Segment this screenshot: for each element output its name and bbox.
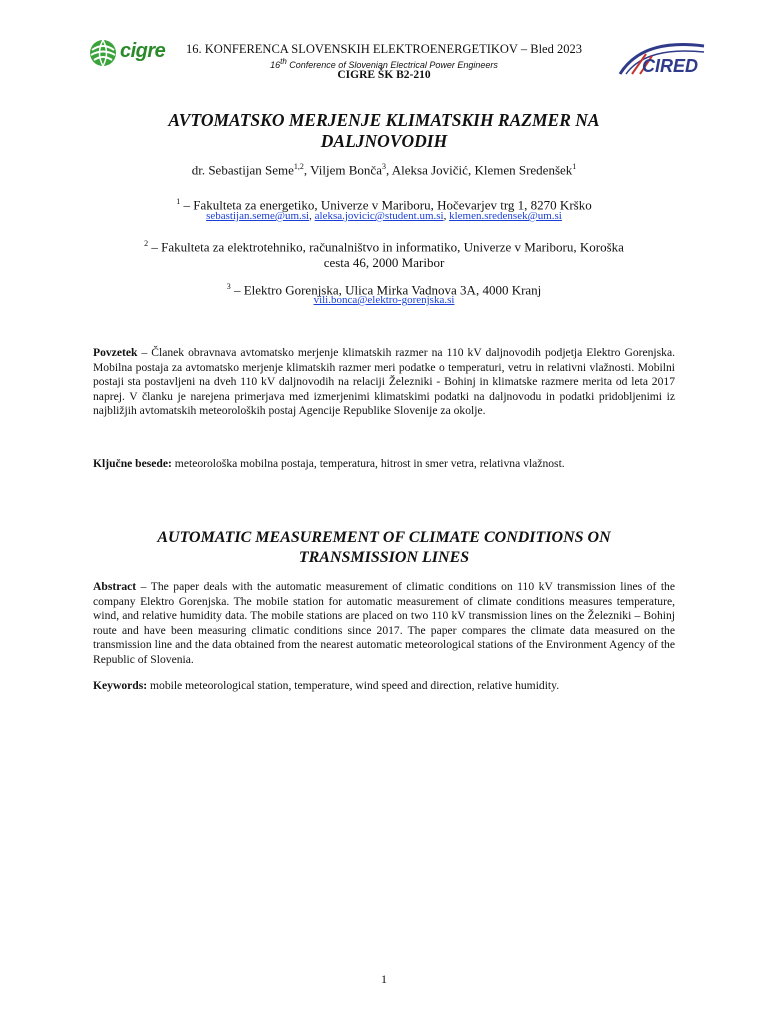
email-link[interactable]: vili.bonca@elektro-gorenjska.si <box>313 294 455 306</box>
kljucne-besede: Ključne besede: meteorološka mobilna postaja, temperatura, hitrost in smer vetra, relativna vlažnost. <box>93 457 565 470</box>
email-link[interactable]: klemen.sredensek@um.si <box>449 210 562 222</box>
abstract-label: Abstract <box>93 580 137 593</box>
povzetek-label: Povzetek <box>93 346 138 359</box>
cigre-wordmark: cigre <box>120 40 166 62</box>
povzetek-paragraph: Povzetek – Članek obravnava avtomatsko merjenje klimatskih razmer na 110 kV daljnovodih podjetja Elektro Gorenjska. Mobilna postaja za avtomatsko merjenje klimatskih razmer meri podatke o temperaturi, vetru in relativni vlažnosti. Mobilni postaji sta postavljeni na dveh 110 kV daljnovodih na relaciji Železniki - Bohinj in klimatske razmere merita od leta 2017 naprej. V članku je narejena primerjava med izmerjenimi klimatskimi podatki na daljnovodu in podatki pridobljenimi iz najbližjih avtomatskih meteoroloških postaj Agencije Republike Slovenije za okolje. <box>93 346 675 418</box>
kljucne-label: Ključne besede: <box>93 457 172 470</box>
cired-wordmark: CIRED <box>642 56 699 76</box>
affiliation-1-emails: sebastijan.seme@um.si, aleksa.jovicic@student.um.si, klemen.sredensek@um.si <box>206 210 562 222</box>
paper-code: CIGRE ŠK B2-210 <box>337 69 431 81</box>
author-list: dr. Sebastijan Seme$^{1,2}$, Viljem Bonča$^3$, Aleksa Jovičić, Klemen Sredenšek$^1$ <box>191 162 577 178</box>
affiliation-1: $^1$ – Fakulteta za energetiko, Univerze v Mariboru, Hočevarjev trg 1, 8270 Krško <box>176 197 592 213</box>
affiliation-3: $^3$ – Elektro Gorenjska, Ulica Mirka Vadnova 3A, 4000 Kranj <box>226 282 542 298</box>
email-link[interactable]: sebastijan.seme@um.si <box>206 210 310 222</box>
affiliation-3-emails <box>100 293 668 307</box>
page-number: 1 <box>381 972 387 986</box>
email-link[interactable]: aleksa.jovicic@student.um.si <box>314 210 444 222</box>
paper-title-sl: AVTOMATSKO MERJENJE KLIMATSKIH RAZMER NA DALJNOVODIH <box>168 110 600 151</box>
abstract-paragraph: Abstract – The paper deals with the automatic measurement of climatic conditions on 110 kV transmission lines of the company Elektro Gorenjska. The mobile station for automatic measurement of climate conditions measures temperature, wind, and relative humidity data. The mobile stations are placed on two 110 kV transmission lines on the Železniki – Bohinj route and have been measuring climatic conditions since 2017. The paper compares the climate data measured on the transmission line and the data obtained from the nearest automatic meteorological stations of the Environment Agency of the Republic of Slovenia. <box>93 580 675 666</box>
conference-subtitle: 16th Conference of Slovenian Electrical Power Engineers <box>270 57 498 70</box>
keywords-label: Keywords: <box>93 679 148 692</box>
conference-title: 16. KONFERENCA SLOVENSKIH ELEKTROENERGETIKOV – Bled 2023 <box>186 42 582 56</box>
author: Klemen Sredenšek <box>474 162 573 178</box>
author: Viljem Bonča <box>310 162 382 178</box>
affiliation-2: $^2$ – Fakulteta za elektrotehniko, računalništvo in informatiko, Univerze v Mariboru, Koroška cesta 46, 2000 Maribor <box>144 239 624 271</box>
keywords: Keywords: mobile meteorological station, temperature, wind speed and direction, relative humidity. <box>93 679 560 692</box>
author: Aleksa Jovičić <box>391 162 468 178</box>
author: dr. Sebastijan Seme <box>191 162 294 178</box>
paper-title-en: AUTOMATIC MEASUREMENT OF CLIMATE CONDITIONS ON TRANSMISSION LINES <box>157 529 611 566</box>
cigre-globe-icon <box>88 38 122 68</box>
